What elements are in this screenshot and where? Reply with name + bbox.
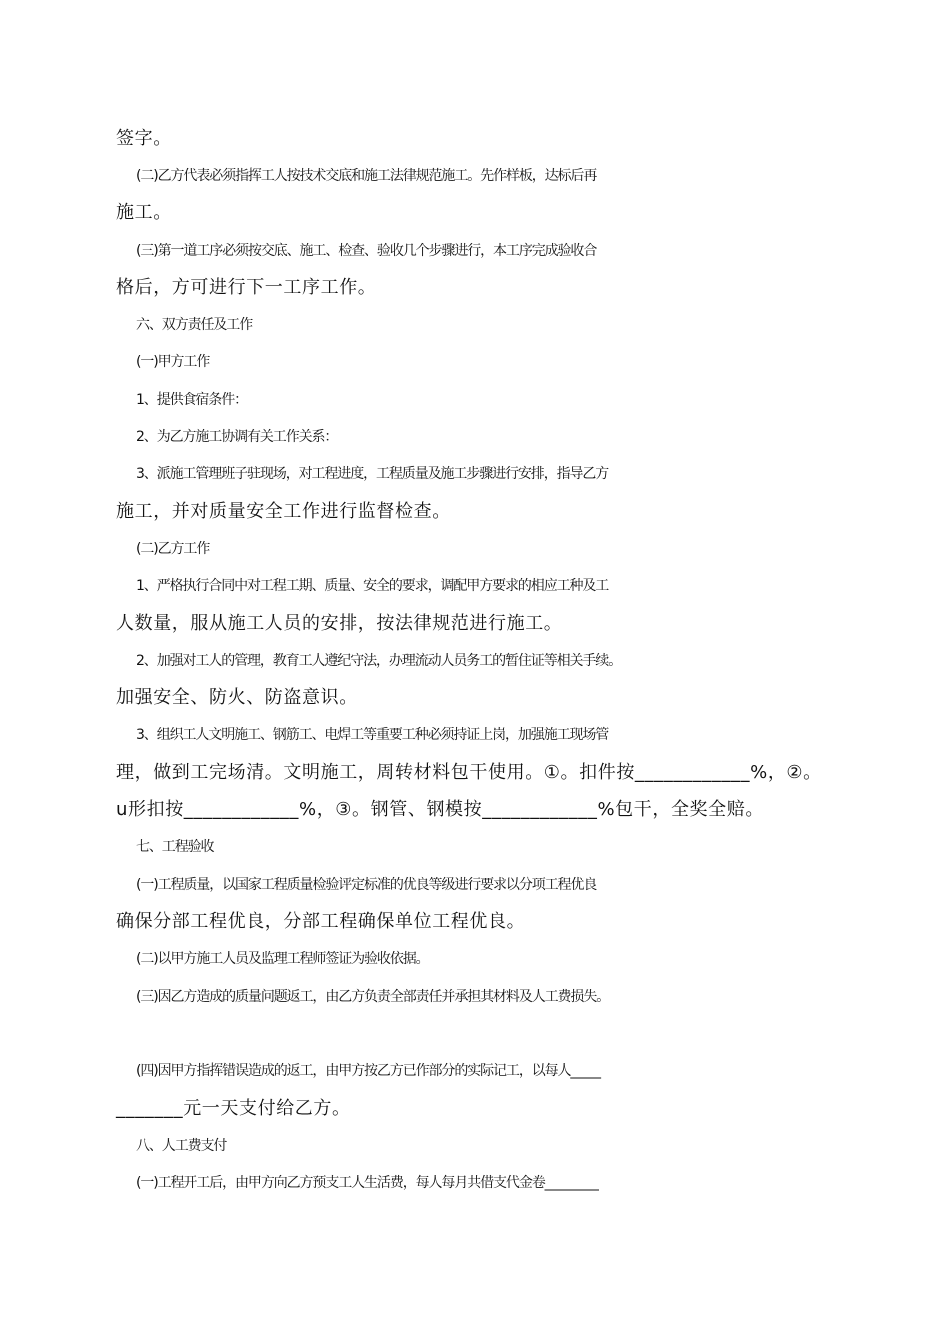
section-heading: 七、工程验收 <box>136 839 214 855</box>
text-line: 施工，并对质量安全工作进行监督检查。 <box>116 501 451 522</box>
text-line: 2、为乙方施工协调有关工作关系： <box>136 429 338 445</box>
text-line: (四)因甲方指挥错误造成的返工，由甲方按乙方已作部分的实际记工，以每人_____ <box>136 1063 600 1079</box>
subsection-heading: (一)甲方工作 <box>136 354 210 370</box>
text-line: (二)乙方代表必须指挥工人按技术交底和施工法律规范施工。先作样板，达标后再 <box>136 168 597 184</box>
text-line: 3、派施工管理班子驻现场，对工程进度，工程质量及施工步骤进行安排，指导乙方 <box>136 466 609 482</box>
text-line: (三)第一道工序必须按交底、施工、检查、验收几个步骤进行，本工序完成验收合 <box>136 243 597 259</box>
text-line: 施工。 <box>116 202 172 223</box>
text-line: (一)工程开工后，由甲方向乙方预支工人生活费，每人每月共借支代金卷_________ <box>136 1175 598 1191</box>
text-line: 理，做到工完场清。文明施工，周转材料包干使用。①。扣件按____________%，②。 <box>116 762 822 783</box>
text-line: 人数量，服从施工人员的安排，按法律规范进行施工。 <box>116 613 563 634</box>
text-line: 1、提供食宿条件： <box>136 392 248 408</box>
text-line: 确保分部工程优良，分部工程确保单位工程优良。 <box>116 911 526 932</box>
text-line: (三)因乙方造成的质量问题返工，由乙方负责全部责任并承担其材料及人工费损失。 <box>136 989 610 1005</box>
text-line: 格后，方可进行下一工序工作。 <box>116 277 377 298</box>
text-line: 2、加强对工人的管理，教育工人遵纪守法，办理流动人员务工的暂住证等相关手续。 <box>136 653 622 669</box>
subsection-heading: (二)乙方工作 <box>136 541 210 557</box>
text-line: (二)以甲方施工人员及监理工程师签证为验收依据。 <box>136 951 429 967</box>
text-line: 签字。 <box>116 128 172 149</box>
section-heading: 六、双方责任及工作 <box>136 317 253 333</box>
text-line: u形扣按____________%，③。钢管、钢模按____________%包干，全奖全赔。 <box>116 799 764 820</box>
text-line: 3、组织工人文明施工、钢筋工、电焊工等重要工种必须持证上岗，加强施工现场管 <box>136 727 609 743</box>
text-line: (一)工程质量，以国家工程质量检验评定标准的优良等级进行要求以分项工程优良 <box>136 877 597 893</box>
text-line: 加强安全、防火、防盗意识。 <box>116 687 358 708</box>
section-heading: 八、人工费支付 <box>136 1138 227 1154</box>
text-line: _______元一天支付给乙方。 <box>116 1098 351 1119</box>
text-line: 1、严格执行合同中对工程工期、质量、安全的要求，调配甲方要求的相应工种及工 <box>136 578 609 594</box>
